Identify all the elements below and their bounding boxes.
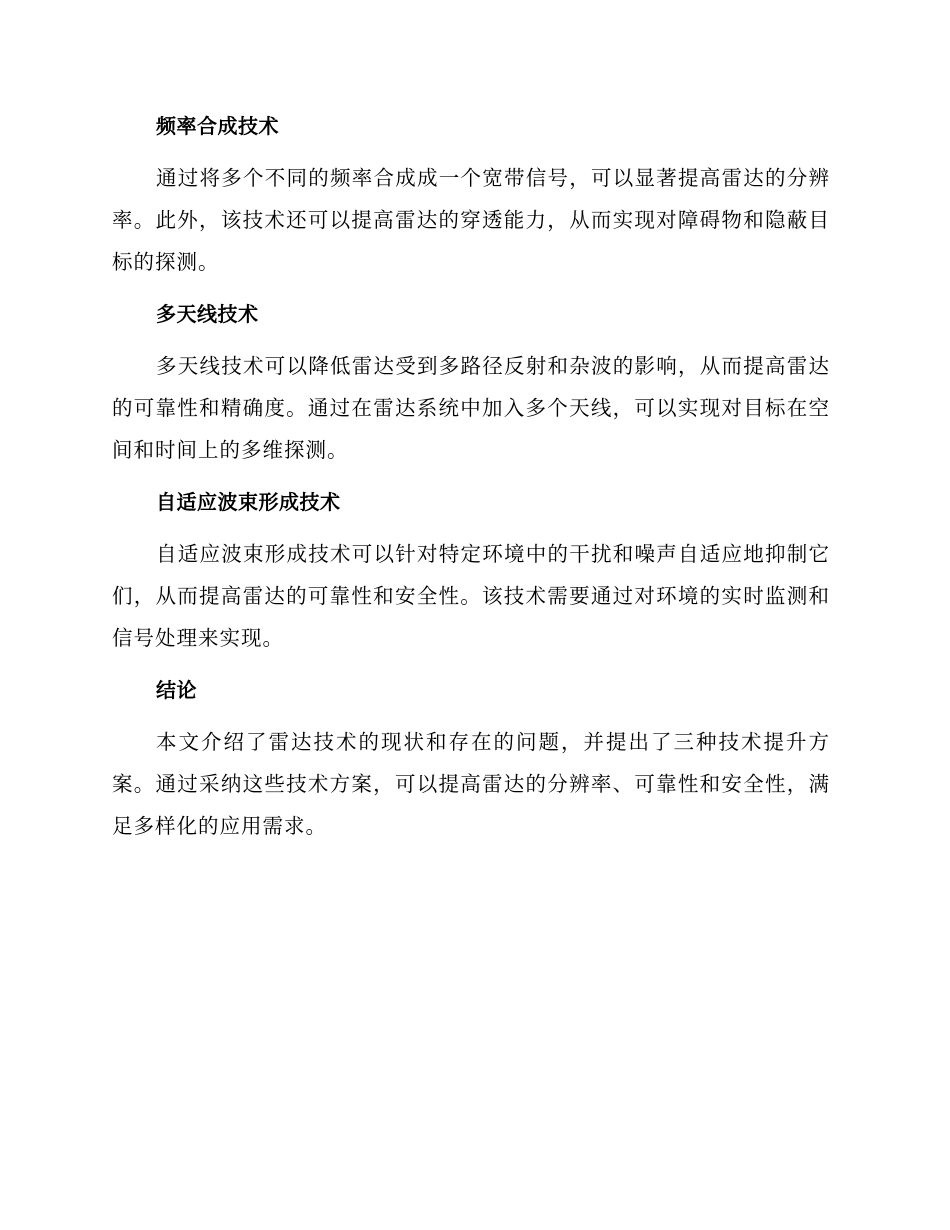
section-paragraph: 本文介绍了雷达技术的现状和存在的问题，并提出了三种技术提升方案。通过采纳这些技术方案，可以提高雷达的分辨率、可靠性和安全性，满足多样化的应用需求。	[112, 730, 830, 838]
section-heading: 多天线技术	[156, 302, 259, 326]
document-page	[112, 105, 830, 857]
section-paragraph: 自适应波束形成技术可以针对特定环境中的干扰和噪声自适应地抑制它们，从而提高雷达的可靠性和安全性。该技术需要通过对环境的实时监测和信号处理来实现。	[112, 542, 830, 650]
section-adaptive-beamforming	[112, 481, 830, 659]
section-paragraph: 通过将多个不同的频率合成成一个宽带信号，可以显著提高雷达的分辨率。此外，该技术还可以提高雷达的穿透能力，从而实现对障碍物和隐蔽目标的探测。	[112, 166, 830, 274]
section-multi-antenna	[112, 293, 830, 471]
section-frequency-synthesis	[112, 105, 830, 283]
section-conclusion	[112, 669, 830, 847]
section-paragraph: 多天线技术可以降低雷达受到多路径反射和杂波的影响，从而提高雷达的可靠性和精确度。通过在雷达系统中加入多个天线，可以实现对目标在空间和时间上的多维探测。	[112, 354, 830, 462]
section-heading: 频率合成技术	[156, 114, 279, 138]
section-heading: 自适应波束形成技术	[156, 490, 341, 514]
section-heading: 结论	[156, 678, 197, 702]
